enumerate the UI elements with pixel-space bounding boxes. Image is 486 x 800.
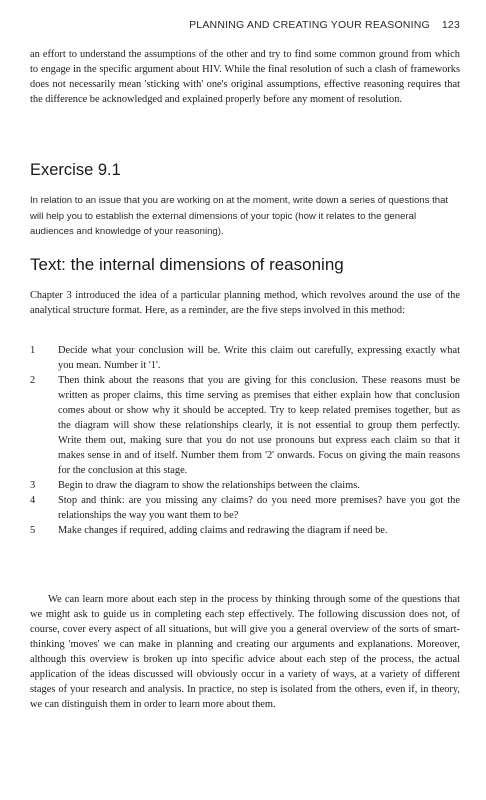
steps-list bbox=[30, 343, 460, 538]
exercise-heading: Exercise 9.1 bbox=[30, 161, 121, 179]
exercise-text: In relation to an issue that you are working on at the moment, write down a series of questions that will help you to establish the external dimensions of your topic (how it relates to the general audiences and knowledge of your reasoning). bbox=[30, 195, 449, 237]
section-intro-paragraph: Chapter 3 introduced the idea of a particular planning method, which revolves around the use of the analytical structure format. Here, as a reminder, are the five steps involved in this method: bbox=[30, 290, 460, 316]
step-text: Begin to draw the diagram to show the relationships between the claims. bbox=[58, 480, 360, 491]
step-text: Stop and think: are you missing any claims? do you need more premises? have you got the relationships the way you want them to be? bbox=[58, 495, 460, 521]
closing-paragraph: We can learn more about each step in the process by thinking through some of the questions that we might ask to guide us in completing each step effectively. The following discussion does not, of course, cover every aspect of all situations, but will give you a general overview of the sorts of smart-thinking 'moves' we can make in planning and creating our arguments and explanations. Moreover, although this overview is broken up into specific advice about each step of the process, the actual application of the ideas discussed will obviously occur in a variety of ways, at a variety of different stages of your research and analysis. In practice, no step is isolated from the others, even if, in theory, we can distinguish them in order to learn more about them. bbox=[30, 594, 460, 710]
step-item bbox=[30, 343, 460, 373]
step-item bbox=[30, 493, 460, 523]
step-item bbox=[30, 373, 460, 478]
step-item bbox=[30, 523, 460, 538]
step-text: Decide what your conclusion will be. Write this claim out carefully, expressing exactly what you mean. Number it '1'. bbox=[58, 345, 460, 371]
running-head-title: PLANNING AND CREATING YOUR REASONING bbox=[189, 19, 430, 31]
step-number: 5 bbox=[30, 525, 36, 536]
step-item bbox=[30, 478, 460, 493]
step-number: 4 bbox=[30, 495, 36, 506]
running-head bbox=[189, 19, 460, 31]
page-number: 123 bbox=[441, 19, 460, 31]
section-heading: Text: the internal dimensions of reasoning bbox=[30, 255, 344, 274]
step-number: 2 bbox=[30, 375, 36, 386]
step-text: Make changes if required, adding claims and redrawing the diagram if need be. bbox=[58, 525, 388, 536]
step-text: Then think about the reasons that you are giving for this conclusion. These reasons must be written as proper claims, this time serving as premises that either explain how that conclusion comes about or show why it should be accepted. Try to keep related premises together, but as the diagram will show these relationships clearly, it is not essential to group them perfectly. Write them out, making sure that you do not use pronouns but express each claim so that it makes sense in and of itself. Number them from '2' onwards. Focus on giving the main reasons for the conclusion at this stage. bbox=[58, 375, 460, 476]
step-number: 3 bbox=[30, 480, 36, 491]
intro-paragraph: an effort to understand the assumptions of the other and try to find some common ground from which to engage in the specific argument about HIV. While the final resolution of such a clash of frameworks does not necessarily mean 'sticking with' one's original assumptions, effective reasoning requires that the difference be acknowledged and explained properly before any moment of resolution. bbox=[30, 49, 460, 105]
step-number: 1 bbox=[30, 345, 36, 356]
